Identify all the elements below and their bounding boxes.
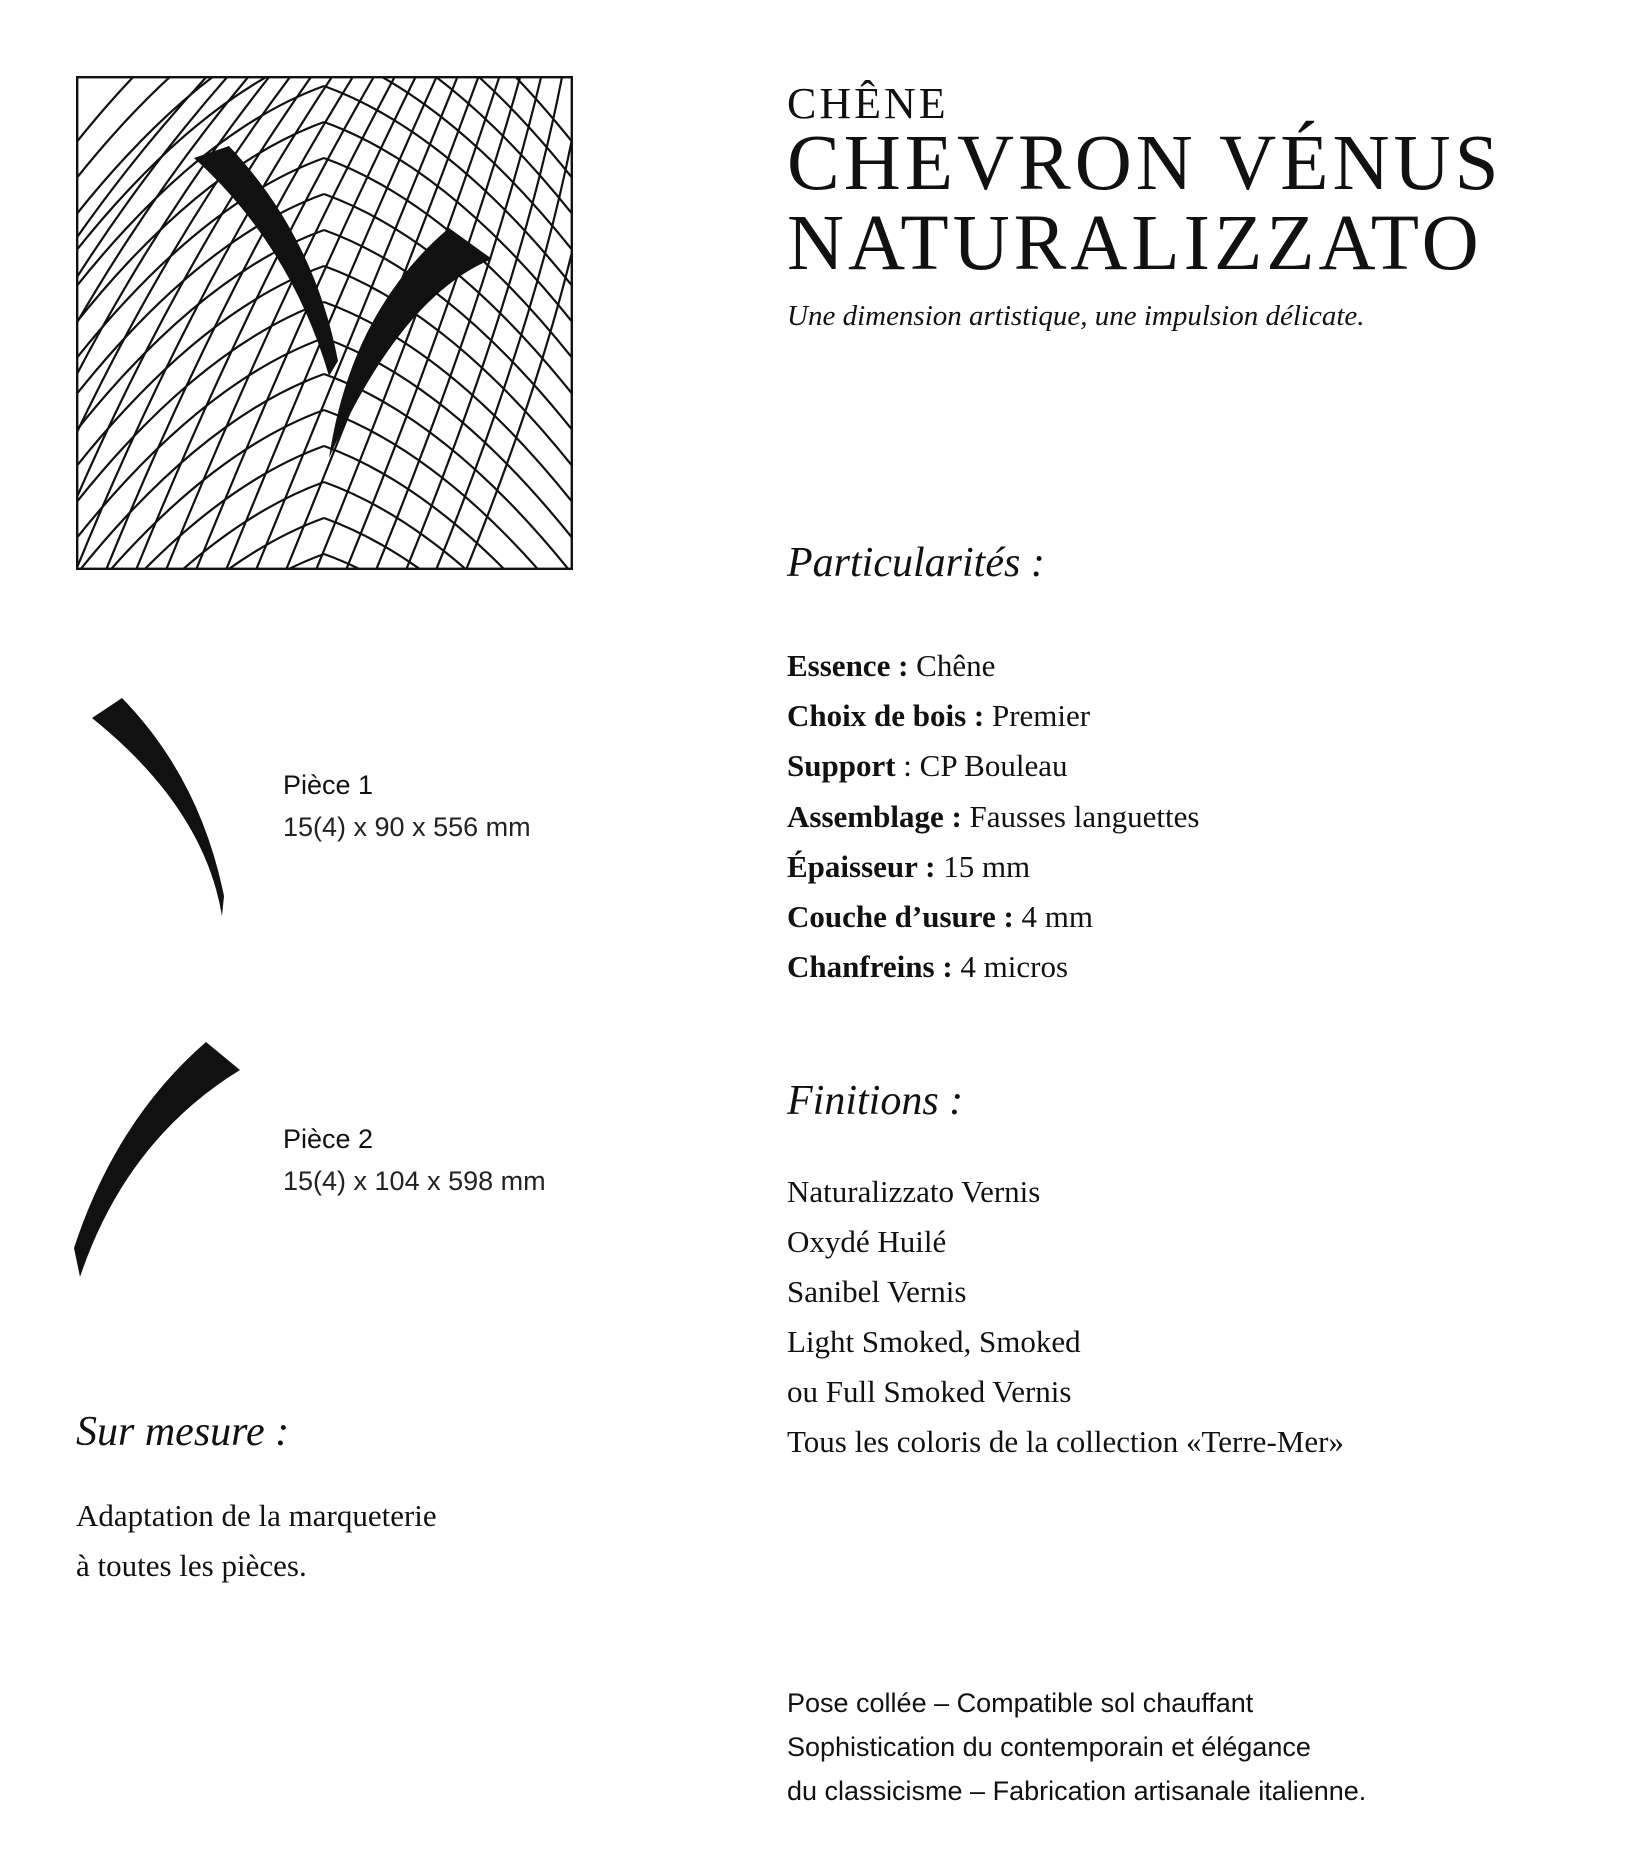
finish-item: Naturalizzato Vernis bbox=[787, 1174, 1041, 1209]
specs-list bbox=[787, 641, 1199, 992]
spec-label: Choix de bois : bbox=[787, 698, 985, 734]
spec-row-couche-usure bbox=[787, 892, 1199, 942]
spec-label: Épaisseur : bbox=[787, 848, 936, 884]
custom-line: Adaptation de la marqueterie bbox=[76, 1498, 437, 1533]
custom-description bbox=[76, 1491, 437, 1591]
piece-2-info bbox=[283, 1118, 546, 1202]
spec-label: Support bbox=[787, 748, 896, 784]
finishes-heading: Finitions : bbox=[787, 1078, 964, 1124]
pattern-arc-sweep bbox=[316, 76, 506, 570]
footer-line: Pose collée – Compatible sol chauffant bbox=[787, 1688, 1254, 1718]
spec-row-assemblage bbox=[787, 792, 1199, 842]
footer-line: Sophistication du contemporain et élégance bbox=[787, 1732, 1311, 1762]
pattern-arc-sweep bbox=[466, 76, 573, 570]
spec-row-epaisseur bbox=[787, 842, 1199, 892]
spec-label: Couche d’usure : bbox=[787, 899, 1014, 935]
spec-value: 4 mm bbox=[1021, 899, 1094, 935]
spec-row-choix bbox=[787, 691, 1199, 741]
spec-row-support bbox=[787, 741, 1199, 791]
finish-item: Light Smoked, Smoked bbox=[787, 1324, 1081, 1359]
finish-item: Sanibel Vernis bbox=[787, 1274, 967, 1309]
wood-species-eyebrow: CHÊNE bbox=[787, 79, 949, 128]
product-title-line1: CHEVRON VÉNUS bbox=[787, 120, 1503, 207]
spec-value: Chêne bbox=[916, 648, 996, 683]
piece-name: Pièce 2 bbox=[283, 1124, 374, 1154]
footer-line: du classicisme – Fabrication artisanale italienne. bbox=[787, 1776, 1367, 1806]
piece-1-shape bbox=[92, 698, 228, 916]
piece-2-shape bbox=[74, 1042, 242, 1277]
product-title bbox=[787, 120, 1503, 287]
spec-value: : CP Bouleau bbox=[903, 748, 1068, 784]
spec-value: 4 micros bbox=[960, 949, 1069, 985]
piece-name: Pièce 1 bbox=[283, 770, 374, 800]
footer-notes bbox=[787, 1681, 1366, 1813]
spec-label: Essence : bbox=[787, 648, 909, 683]
pattern-arc-left bbox=[76, 374, 324, 570]
spec-label: Assemblage : bbox=[787, 798, 962, 834]
pattern-arc-right bbox=[324, 76, 573, 182]
spec-row-chanfreins bbox=[787, 942, 1199, 992]
piece-dimensions: 15(4) x 104 x 598 mm bbox=[283, 1166, 546, 1196]
finish-item: Tous les coloris de la collection «Terre-Mer» bbox=[787, 1424, 1344, 1459]
pattern-highlight-piece-right bbox=[329, 228, 492, 458]
finish-item: Oxydé Huilé bbox=[787, 1224, 947, 1259]
spec-value: Premier bbox=[991, 698, 1091, 734]
spec-row-essence bbox=[787, 641, 1199, 691]
specs-heading: Particularités : bbox=[787, 540, 1045, 586]
custom-heading: Sur mesure : bbox=[76, 1409, 290, 1455]
pattern-arc-left bbox=[76, 76, 324, 182]
piece-1-info bbox=[283, 764, 531, 848]
pattern-arc-right bbox=[324, 410, 573, 570]
piece-dimensions: 15(4) x 90 x 556 mm bbox=[283, 812, 531, 842]
spec-value: Fausses languettes bbox=[969, 798, 1200, 834]
pattern-arc-right bbox=[324, 518, 573, 570]
custom-line: à toutes les pièces. bbox=[76, 1548, 307, 1583]
product-tagline: Une dimension artistique, une impulsion délicate. bbox=[787, 300, 1365, 332]
spec-label: Chanfreins : bbox=[787, 949, 953, 985]
spec-value: 15 mm bbox=[943, 848, 1031, 884]
product-title-line2: NATURALIZZATO bbox=[787, 200, 1483, 287]
finishes-list bbox=[787, 1167, 1344, 1467]
chevron-pattern-illustration bbox=[76, 76, 573, 570]
finish-item: ou Full Smoked Vernis bbox=[787, 1374, 1072, 1409]
